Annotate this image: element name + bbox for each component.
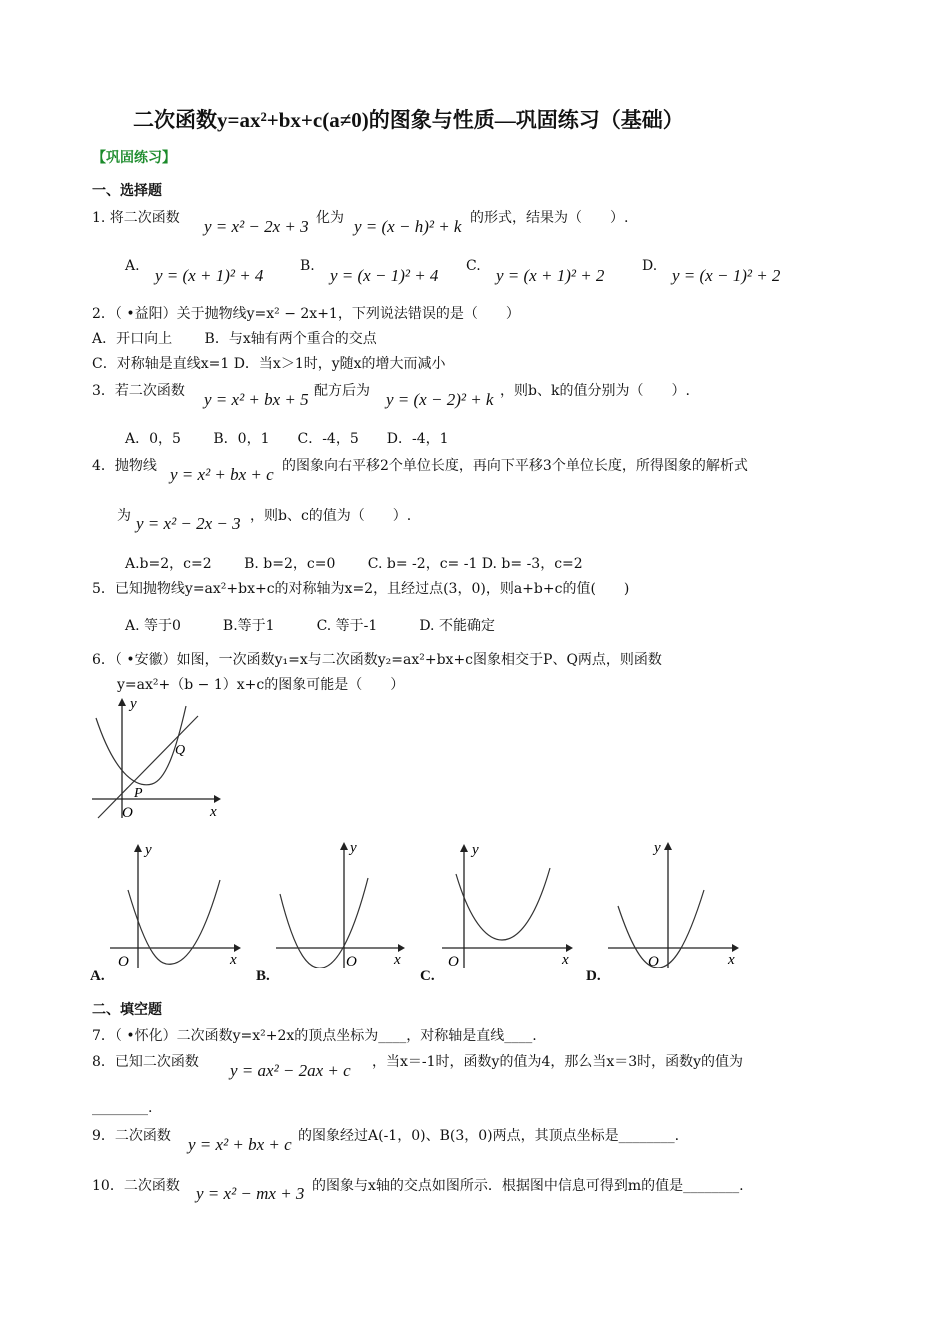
q1-formula-1: y = x² − 2x + 3 — [204, 217, 309, 236]
q6-line-2: y=ax²+（b − 1）x+c的图象可能是（ ） — [117, 677, 405, 693]
q1-option-c: y = (x + 1)² + 2 — [496, 266, 605, 285]
q1-option-c-key: C. — [466, 258, 481, 274]
q1-post: 的形式，结果为（ ）. — [470, 210, 629, 226]
q2-options-cd: C．对称轴是直线x=1 D．当x＞1时，y随x的增大而减小 — [92, 356, 446, 372]
q4-pre: 4．抛物线 — [92, 458, 157, 474]
choice-b-y-label: y — [350, 840, 357, 856]
q1-formula-2: y = (x − h)² + k — [354, 217, 462, 236]
choice-c-y-label: y — [472, 842, 479, 858]
section-fill-heading: 二、填空题 — [92, 1002, 162, 1018]
choice-a-x-label: x — [230, 952, 237, 968]
main-y-label: y — [130, 696, 137, 712]
main-q-label: Q — [175, 743, 186, 758]
main-parabola-y2 — [96, 706, 186, 785]
q6-choice-a-graph — [108, 840, 244, 970]
q2-options-ab: A．开口向上 B．与x轴有两个重合的交点 — [92, 331, 377, 347]
page-title: 二次函数y=ax²+bx+c(a≠0)的图象与性质—巩固练习（基础） — [133, 108, 684, 132]
q1-option-d-key: D. — [642, 258, 658, 274]
q1-option-a: y = (x + 1)² + 4 — [155, 266, 264, 285]
choice-a-origin: O — [118, 954, 129, 970]
main-x-label: x — [210, 804, 217, 820]
q1-option-b-key: B. — [300, 258, 315, 274]
q5-stem: 5．已知抛物线y=ax²+bx+c的对称轴为x=2，且经过点(3，0)，则a+b+c的值( ) — [92, 581, 630, 597]
q4-options: A.b=2，c=2 B. b=2，c=0 C. b= -2，c= -1 D. b= -3，c=2 — [125, 556, 583, 572]
section-tag: 【巩固练习】 — [92, 150, 176, 166]
q9-formula: y = x² + bx + c — [188, 1135, 292, 1154]
q3-mid: 配方后为 — [314, 383, 370, 399]
q9-post: 的图象经过A(-1，0)、B(3，0)两点，其顶点坐标是________. — [298, 1128, 680, 1144]
choice-d-origin: O — [648, 954, 659, 968]
q6-main-graph — [88, 692, 228, 822]
main-origin-label: O — [122, 805, 133, 821]
q4-post-2: ，则b、c的值为（ ）. — [250, 508, 412, 524]
choice-c-parabola — [456, 868, 550, 940]
main-line-y1 — [98, 716, 198, 818]
main-x-arrow — [214, 795, 221, 803]
main-p-label: P — [134, 786, 143, 801]
q10-post: 的图象与x轴的交点如图所示．根据图中信息可得到m的值是________. — [312, 1178, 744, 1194]
q3-options: A．0，5 B．0，1 C．-4，5 D．-4，1 — [125, 431, 449, 447]
q1-mid: 化为 — [316, 210, 344, 226]
choice-c-origin: O — [448, 954, 459, 970]
main-y-arrow — [118, 698, 126, 706]
q10-pre: 10．二次函数 — [92, 1178, 180, 1194]
section-choice-heading: 一、选择题 — [92, 183, 162, 199]
q3-formula-2: y = (x − 2)² + k — [386, 390, 494, 409]
choice-d-x-label: x — [728, 952, 735, 968]
q6-choice-c-graph — [440, 840, 576, 970]
q3-post: ，则b、k的值分别为（ ）. — [500, 383, 690, 399]
q2-stem: 2．（ •益阳）关于抛物线y=x² − 2x+1，下列说法错误的是（ ） — [92, 306, 520, 322]
q1-option-b: y = (x − 1)² + 4 — [330, 266, 439, 285]
q10-formula: y = x² − mx + 3 — [196, 1184, 305, 1203]
q8-blank: ________. — [92, 1100, 153, 1116]
q6-choice-b: B. — [256, 968, 270, 984]
q4-pre-2: 为 — [117, 508, 131, 524]
choice-b-x-label: x — [394, 952, 401, 968]
q5-options: A. 等于0 B.等于1 C. 等于-1 D. 不能确定 — [125, 618, 495, 634]
choice-b-origin: O — [346, 954, 357, 968]
q4-post: 的图象向右平移2个单位长度，再向下平移3个单位长度，所得图象的解析式 — [282, 458, 748, 474]
choice-d-y-label: y — [654, 840, 661, 856]
q6-choice-a: A. — [90, 968, 105, 984]
choice-a-parabola — [128, 880, 220, 964]
q3-formula-1: y = x² + bx + 5 — [204, 390, 309, 409]
q9-pre: 9．二次函数 — [92, 1128, 171, 1144]
q6-choice-c: C. — [420, 968, 435, 984]
q8-formula: y = ax² − 2ax + c — [230, 1061, 351, 1080]
q1-pre: 1. 将二次函数 — [92, 210, 180, 226]
q7: 7．（ •怀化）二次函数y=x²+2x的顶点坐标为____，对称轴是直线____. — [92, 1028, 537, 1044]
q8-post: ，当x＝-1时，函数y的值为4，那么当x＝3时，函数y的值为 — [372, 1054, 744, 1070]
q6-choice-d: D. — [586, 968, 601, 984]
q6-choice-d-graph — [606, 838, 742, 968]
q6-choice-b-graph — [274, 838, 410, 968]
q1-option-d: y = (x − 1)² + 2 — [672, 266, 781, 285]
q4-formula-2: y = x² − 2x − 3 — [136, 514, 241, 533]
q6-stem: 6．（ •安徽）如图，一次函数y₁=x与二次函数y₂=ax²+bx+c图象相交于P、Q两点，则函数 — [92, 652, 662, 668]
choice-d-parabola — [618, 890, 704, 968]
q4-formula-1: y = x² + bx + c — [170, 465, 274, 484]
choice-c-x-label: x — [562, 952, 569, 968]
choice-a-y-label: y — [145, 842, 152, 858]
q8-pre: 8．已知二次函数 — [92, 1054, 199, 1070]
q3-pre: 3．若二次函数 — [92, 383, 185, 399]
q1-option-a-key: A. — [125, 258, 140, 274]
